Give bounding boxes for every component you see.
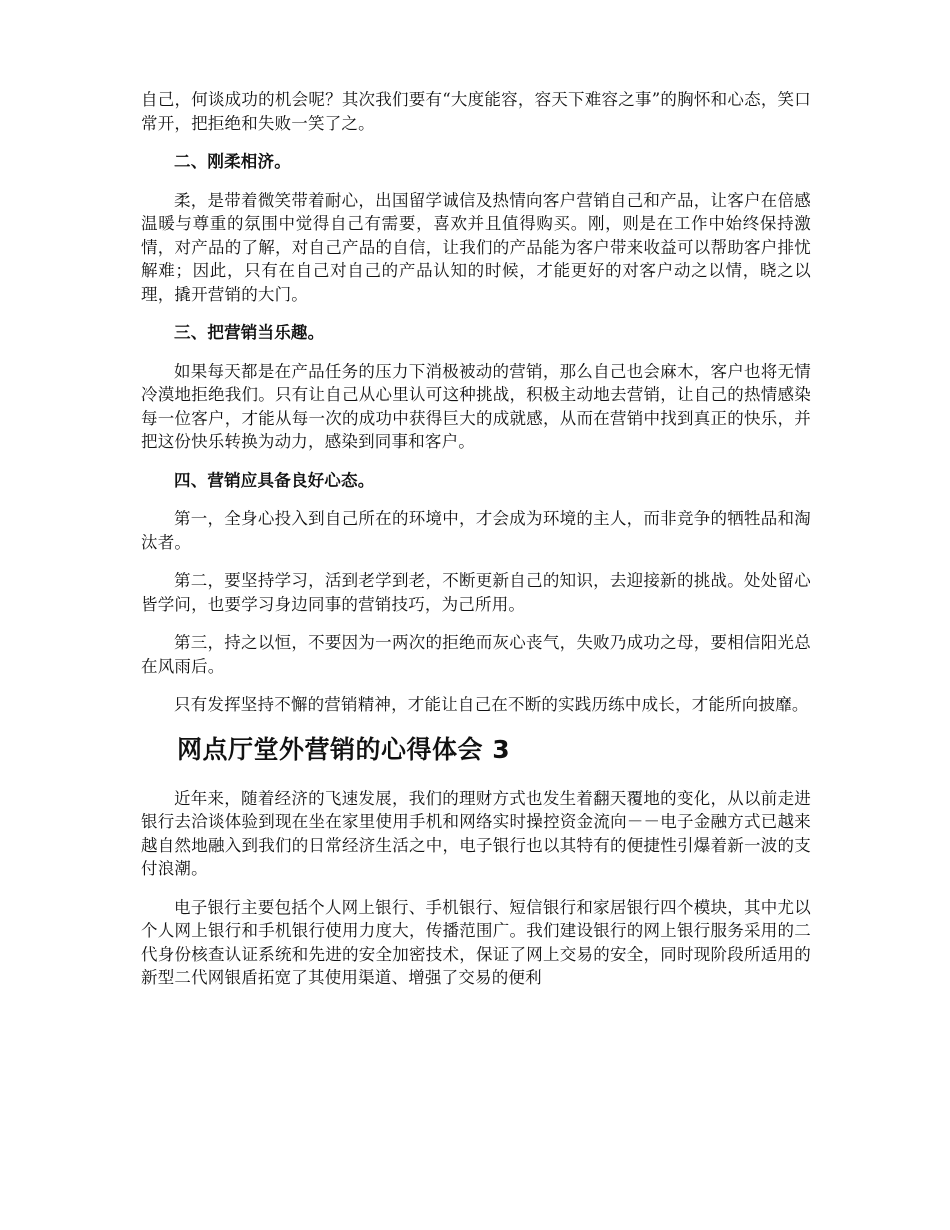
section-title: 网点厅堂外营销的心得体会 3 <box>177 734 511 764</box>
paragraph: 柔，是带着微笑带着耐心，出国留学诚信及热情向客户营销自己和产品，让客户在倍感温暖与尊重的氛围中觉得自己有需要，喜欢并且值得购买。刚，则是在工作中始终保持激情，对产品的了解，对自己产品的自信，让我们的产品能为客户带来收益可以帮助客户排忧解难；因此，只有在自己对自己的产品认知的时候，才能更好的对客户动之以情，晓之以理，撬开营销的大门。 <box>141 190 811 304</box>
paragraph: 第一，全身心投入到自己所在的环境中，才会成为环境的主人，而非竞争的牺牲品和淘汰者。 <box>141 509 811 552</box>
paragraph: 电子银行主要包括个人网上银行、手机银行、短信银行和家居银行四个模块，其中尤以个人网上银行和手机银行使用力度大，传播范围广。我们建设银行的网上银行服务采用的二代身份核查认证系统和先进的安全加密技术，保证了网上交易的安全，同时现阶段所适用的新型二代网银盾拓宽了其使用渠道、增强了交易的便利 <box>141 897 811 987</box>
paragraph: 第二，要坚持学习，活到老学到老，不断更新自己的知识，去迎接新的挑战。处处留心皆学问，也要学习身边同事的营销技巧，为己所用。 <box>141 571 811 614</box>
paragraph: 如果每天都是在产品任务的压力下消极被动的营销，那么自己也会麻木，客户也将无情冷漠地拒绝我们。只有让自己从心里认可这种挑战，积极主动地去营销，让自己的热情感染每一位客户，才能从每一次的成功中获得巨大的成就感，从而在营销中找到真正的快乐，并把这份快乐转换为动力，感染到同事和客户。 <box>141 361 811 451</box>
section-subheading: 四、营销应具备良好心态。 <box>174 470 375 490</box>
paragraph: 自己，何谈成功的机会呢？其次我们要有“大度能容，容天下难容之事”的胸怀和心态，笑口常开，把拒绝和失败一笑了之。 <box>141 90 811 133</box>
paragraph: 近年来，随着经济的飞速发展，我们的理财方式也发生着翻天覆地的变化，从以前走进银行去洽谈体验到现在坐在家里使用手机和网络实时操控资金流向－－电子金融方式已越来越自然地融入到我们的日常经济生活之中，电子银行也以其特有的便捷性引爆着新一波的支付浪潮。 <box>141 788 811 878</box>
section-subheading: 二、刚柔相济。 <box>174 152 291 171</box>
paragraph: 只有发挥坚持不懈的营销精神，才能让自己在不断的实践历练中成长，才能所向披靡。 <box>174 695 809 714</box>
section-subheading: 三、把营销当乐趣。 <box>174 323 325 342</box>
paragraph: 第三，持之以恒，不要因为一两次的拒绝而灰心丧气，失败乃成功之母，要相信阳光总在风雨后。 <box>141 633 811 676</box>
document-body <box>141 88 811 1005</box>
